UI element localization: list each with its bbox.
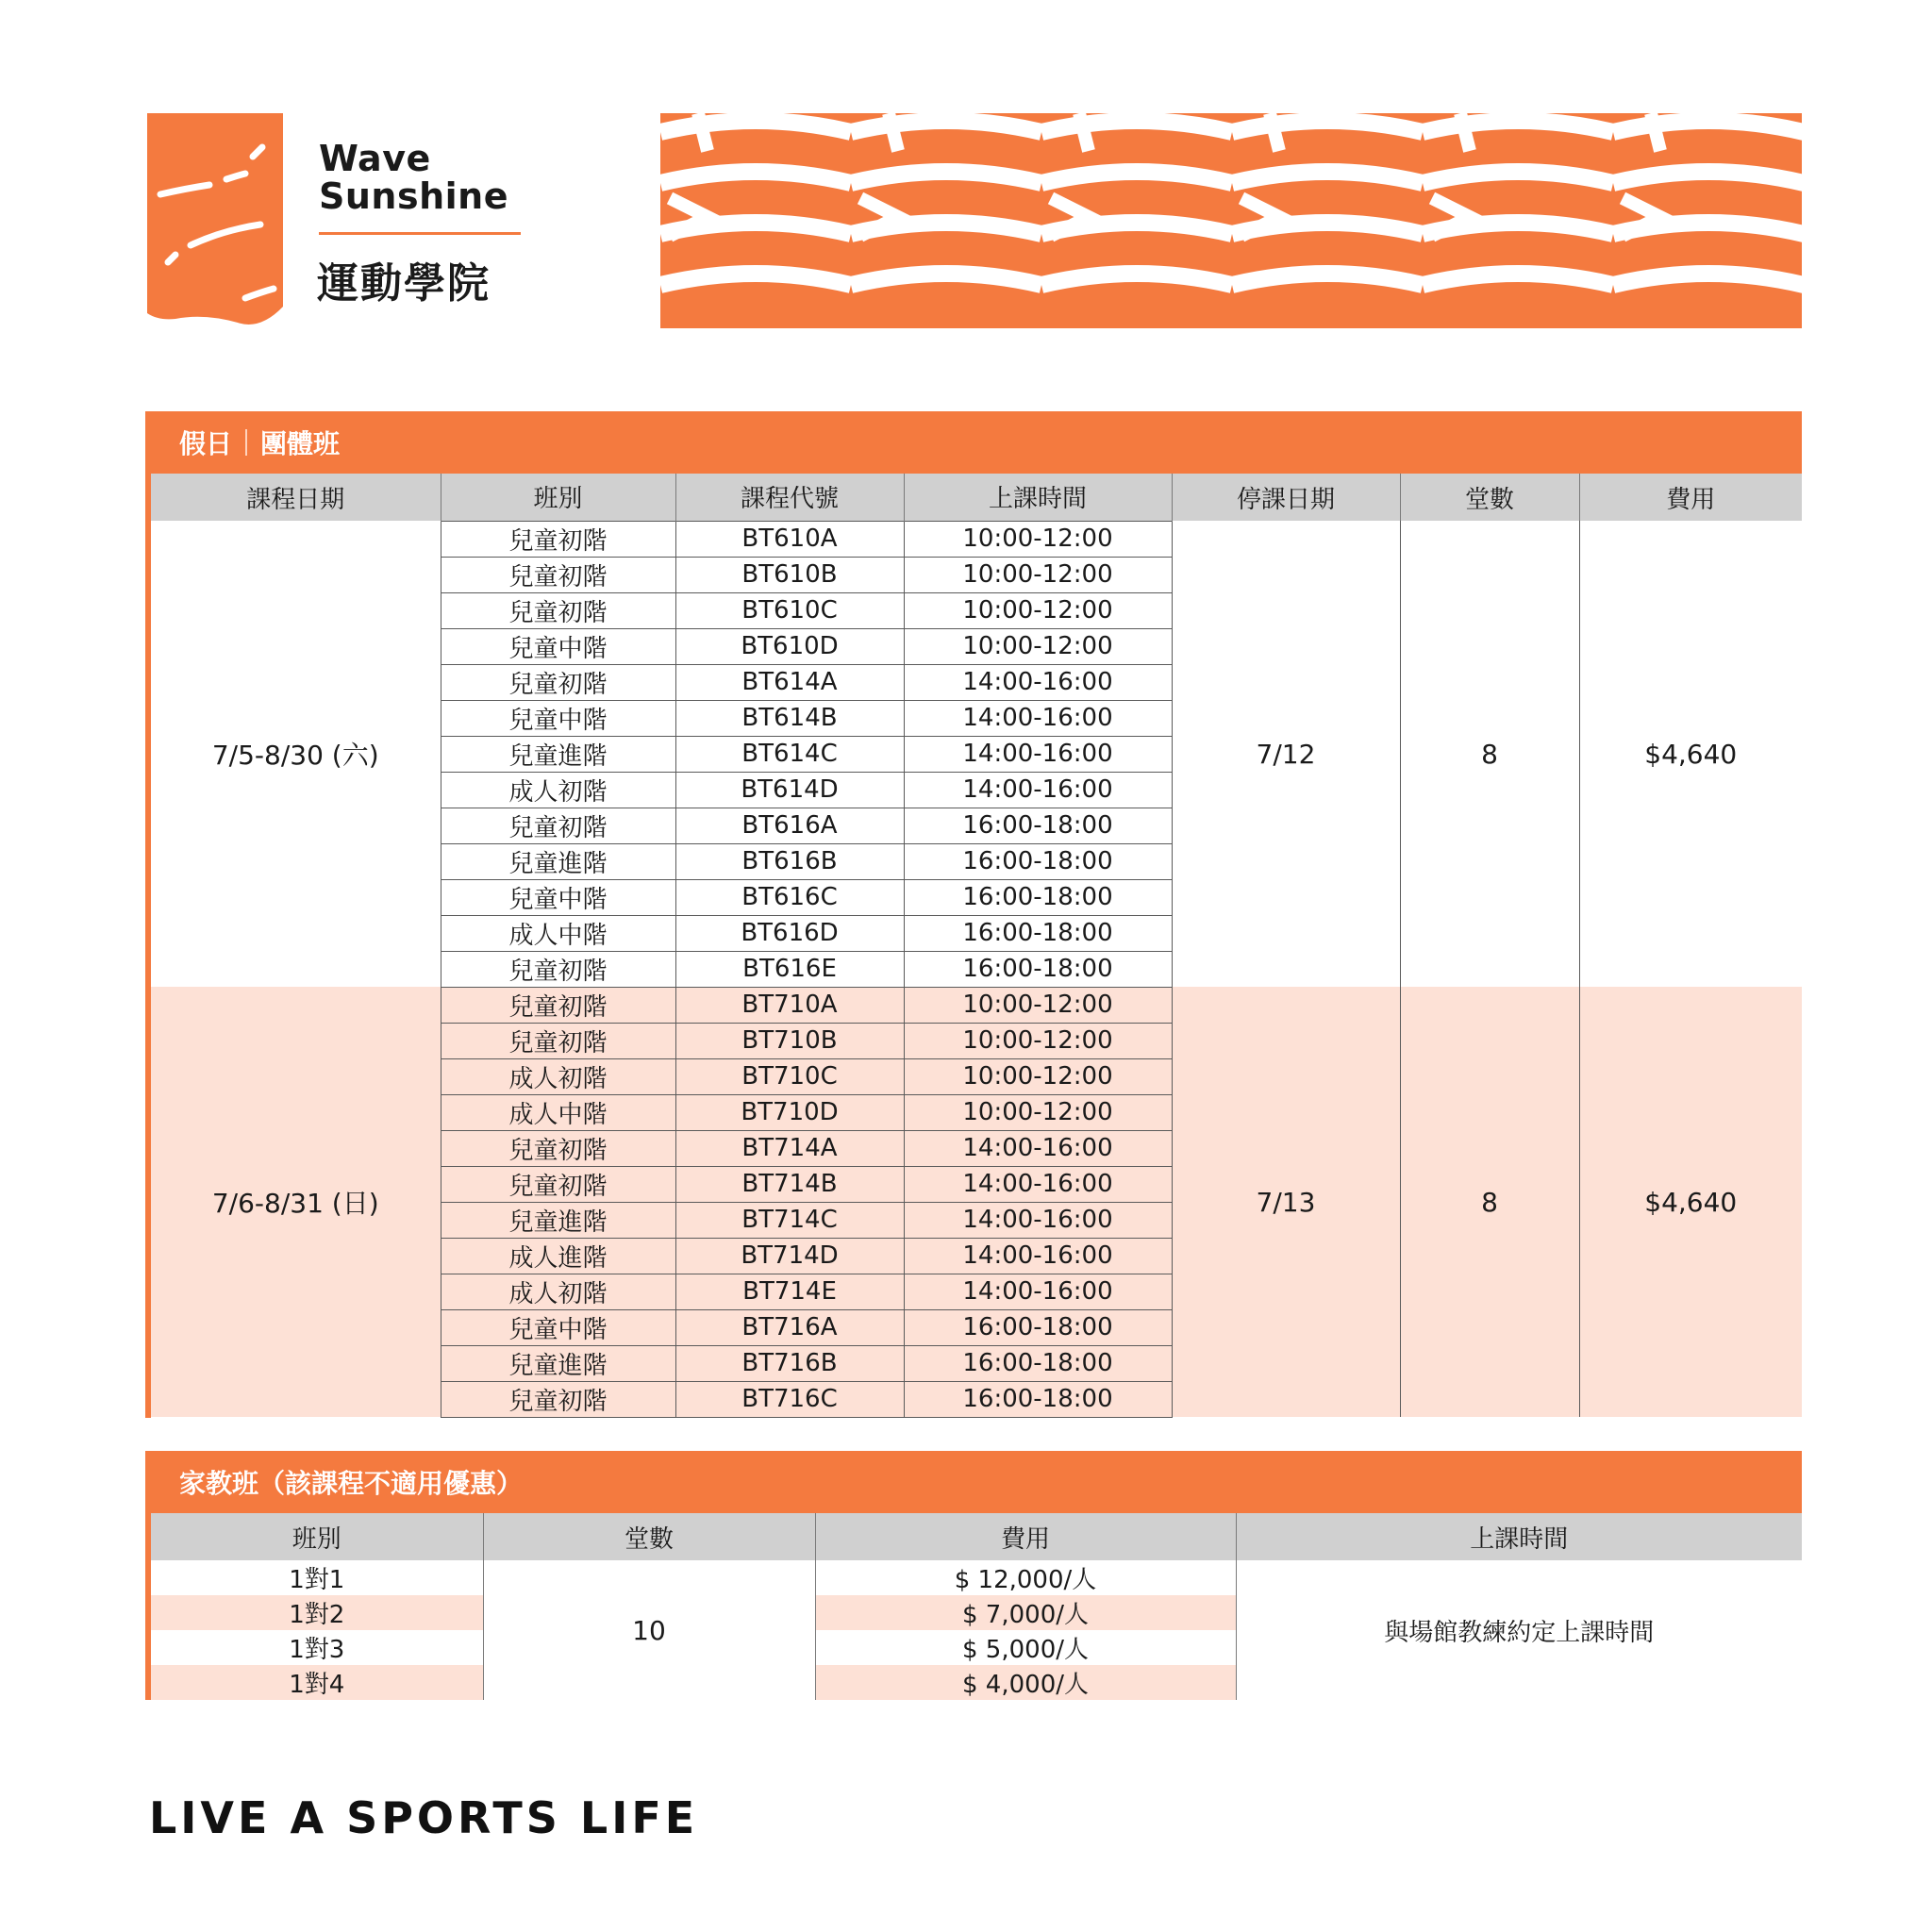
course-code-cell: BT616C	[675, 879, 904, 915]
course-code-cell: BT714D	[675, 1238, 904, 1274]
private-class-table	[151, 1513, 1802, 1700]
header-stop-date: 停課日期	[1172, 474, 1400, 521]
private-class-section	[145, 1451, 1802, 1700]
class-level-cell: 兒童初階	[441, 808, 675, 843]
class-time-cell: 10:00-12:00	[904, 1023, 1172, 1058]
course-code-cell: BT610D	[675, 628, 904, 664]
class-time-cell: 14:00-16:00	[904, 664, 1172, 700]
class-level-cell: 成人初階	[441, 1274, 675, 1309]
fee-cell: $ 7,000/人	[815, 1595, 1236, 1630]
course-code-cell: BT710D	[675, 1094, 904, 1130]
fee-cell: $ 4,000/人	[815, 1665, 1236, 1700]
class-time-cell: 16:00-18:00	[904, 1381, 1172, 1417]
course-code-cell: BT710C	[675, 1058, 904, 1094]
stop-date-cell: 7/12	[1172, 521, 1400, 987]
brand-name-line1: Wave	[319, 138, 431, 179]
course-code-cell: BT614A	[675, 664, 904, 700]
title-separator	[245, 429, 247, 456]
header-course-code: 課程代號	[675, 474, 904, 521]
header-fee: 費用	[1579, 474, 1802, 521]
class-time-cell: 10:00-12:00	[904, 592, 1172, 628]
brand-logo	[147, 113, 283, 330]
course-code-cell: BT716A	[675, 1309, 904, 1345]
class-time-cell: 16:00-18:00	[904, 1345, 1172, 1381]
header-sessions: 堂數	[483, 1513, 815, 1560]
class-time-cell: 14:00-16:00	[904, 1274, 1172, 1309]
class-time-cell: 14:00-16:00	[904, 700, 1172, 736]
class-level-cell: 兒童初階	[441, 521, 675, 557]
sessions-cell: 8	[1400, 987, 1579, 1417]
group-title-holiday: 假日	[179, 428, 233, 459]
fee-cell: $4,640	[1579, 521, 1802, 987]
fee-cell: $ 5,000/人	[815, 1630, 1236, 1665]
group-class-section	[145, 411, 1802, 1418]
brand-name-line2: Sunshine	[319, 175, 508, 217]
class-time-cell: 10:00-12:00	[904, 987, 1172, 1023]
course-code-cell: BT714B	[675, 1166, 904, 1202]
class-level-cell: 兒童進階	[441, 1345, 675, 1381]
course-code-cell: BT610C	[675, 592, 904, 628]
class-level-cell: 兒童初階	[441, 557, 675, 592]
class-time-cell: 14:00-16:00	[904, 1130, 1172, 1166]
class-level-cell: 兒童初階	[441, 1166, 675, 1202]
header-course-date: 課程日期	[151, 474, 441, 521]
course-code-cell: BT710B	[675, 1023, 904, 1058]
class-level-cell: 成人初階	[441, 772, 675, 808]
group-class-table	[151, 474, 1802, 1418]
class-level-cell: 兒童初階	[441, 664, 675, 700]
class-time-cell: 16:00-18:00	[904, 915, 1172, 951]
course-code-cell: BT610B	[675, 557, 904, 592]
course-code-cell: BT716B	[675, 1345, 904, 1381]
schedule-cell: 與場館教練約定上課時間	[1236, 1560, 1802, 1700]
class-type-cell: 1對4	[151, 1665, 483, 1700]
class-time-cell: 16:00-18:00	[904, 808, 1172, 843]
class-time-cell: 10:00-12:00	[904, 1094, 1172, 1130]
table-header-row	[151, 474, 1802, 521]
class-time-cell: 14:00-16:00	[904, 1238, 1172, 1274]
class-time-cell: 10:00-12:00	[904, 521, 1172, 557]
course-code-cell: BT716C	[675, 1381, 904, 1417]
class-level-cell: 成人中階	[441, 915, 675, 951]
course-code-cell: BT614D	[675, 772, 904, 808]
class-level-cell: 兒童初階	[441, 1130, 675, 1166]
course-code-cell: BT714E	[675, 1274, 904, 1309]
course-code-cell: BT616B	[675, 843, 904, 879]
class-type-cell: 1對2	[151, 1595, 483, 1630]
brand-name-zh: 運動學院	[317, 259, 491, 308]
sessions-cell: 8	[1400, 521, 1579, 987]
class-level-cell: 兒童中階	[441, 700, 675, 736]
class-level-cell: 成人初階	[441, 1058, 675, 1094]
private-class-title: 家教班（該課程不適用優惠）	[179, 1468, 524, 1499]
class-time-cell: 10:00-12:00	[904, 557, 1172, 592]
class-level-cell: 兒童初階	[441, 1023, 675, 1058]
wave-pattern-banner	[660, 113, 1802, 328]
stop-date-cell: 7/13	[1172, 987, 1400, 1417]
course-code-cell: BT610A	[675, 521, 904, 557]
class-level-cell: 兒童進階	[441, 1202, 675, 1238]
header-class-type: 班別	[151, 1513, 483, 1560]
fee-cell: $4,640	[1579, 987, 1802, 1417]
course-code-cell: BT616E	[675, 951, 904, 987]
course-code-cell: BT714C	[675, 1202, 904, 1238]
sessions-cell: 10	[483, 1560, 815, 1700]
fee-cell: $ 12,000/人	[815, 1560, 1236, 1595]
slogan: LIVE A SPORTS LIFE	[149, 1792, 699, 1843]
brand-name	[319, 140, 508, 215]
table-row	[151, 1560, 1802, 1595]
class-level-cell: 兒童初階	[441, 592, 675, 628]
class-level-cell: 成人進階	[441, 1238, 675, 1274]
course-code-cell: BT616D	[675, 915, 904, 951]
group-title-class: 團體班	[260, 428, 341, 459]
course-date-cell: 7/5-8/30 (六)	[151, 521, 441, 987]
class-time-cell: 10:00-12:00	[904, 1058, 1172, 1094]
class-time-cell: 14:00-16:00	[904, 772, 1172, 808]
group-class-title-bar	[145, 411, 1802, 474]
course-date-cell: 7/6-8/31 (日)	[151, 987, 441, 1417]
class-level-cell: 兒童進階	[441, 843, 675, 879]
class-time-cell: 16:00-18:00	[904, 843, 1172, 879]
class-level-cell: 成人中階	[441, 1094, 675, 1130]
header-class-time: 上課時間	[904, 474, 1172, 521]
table-header-row	[151, 1513, 1802, 1560]
brand-divider	[319, 232, 521, 235]
class-time-cell: 14:00-16:00	[904, 736, 1172, 772]
class-level-cell: 兒童初階	[441, 987, 675, 1023]
class-level-cell: 兒童進階	[441, 736, 675, 772]
header-class-time: 上課時間	[1236, 1513, 1802, 1560]
header-class-level: 班別	[441, 474, 675, 521]
header-sessions: 堂數	[1400, 474, 1579, 521]
class-time-cell: 14:00-16:00	[904, 1166, 1172, 1202]
table-row	[151, 521, 1802, 557]
course-code-cell: BT710A	[675, 987, 904, 1023]
class-time-cell: 10:00-12:00	[904, 628, 1172, 664]
course-code-cell: BT614B	[675, 700, 904, 736]
class-time-cell: 16:00-18:00	[904, 879, 1172, 915]
class-level-cell: 兒童中階	[441, 628, 675, 664]
class-time-cell: 16:00-18:00	[904, 951, 1172, 987]
class-level-cell: 兒童中階	[441, 1309, 675, 1345]
class-type-cell: 1對1	[151, 1560, 483, 1595]
private-class-title-bar	[145, 1451, 1802, 1513]
class-type-cell: 1對3	[151, 1630, 483, 1665]
course-code-cell: BT714A	[675, 1130, 904, 1166]
class-level-cell: 兒童中階	[441, 879, 675, 915]
class-level-cell: 兒童初階	[441, 951, 675, 987]
course-code-cell: BT616A	[675, 808, 904, 843]
class-time-cell: 14:00-16:00	[904, 1202, 1172, 1238]
header-fee: 費用	[815, 1513, 1236, 1560]
course-code-cell: BT614C	[675, 736, 904, 772]
class-time-cell: 16:00-18:00	[904, 1309, 1172, 1345]
table-row	[151, 987, 1802, 1023]
class-level-cell: 兒童初階	[441, 1381, 675, 1417]
